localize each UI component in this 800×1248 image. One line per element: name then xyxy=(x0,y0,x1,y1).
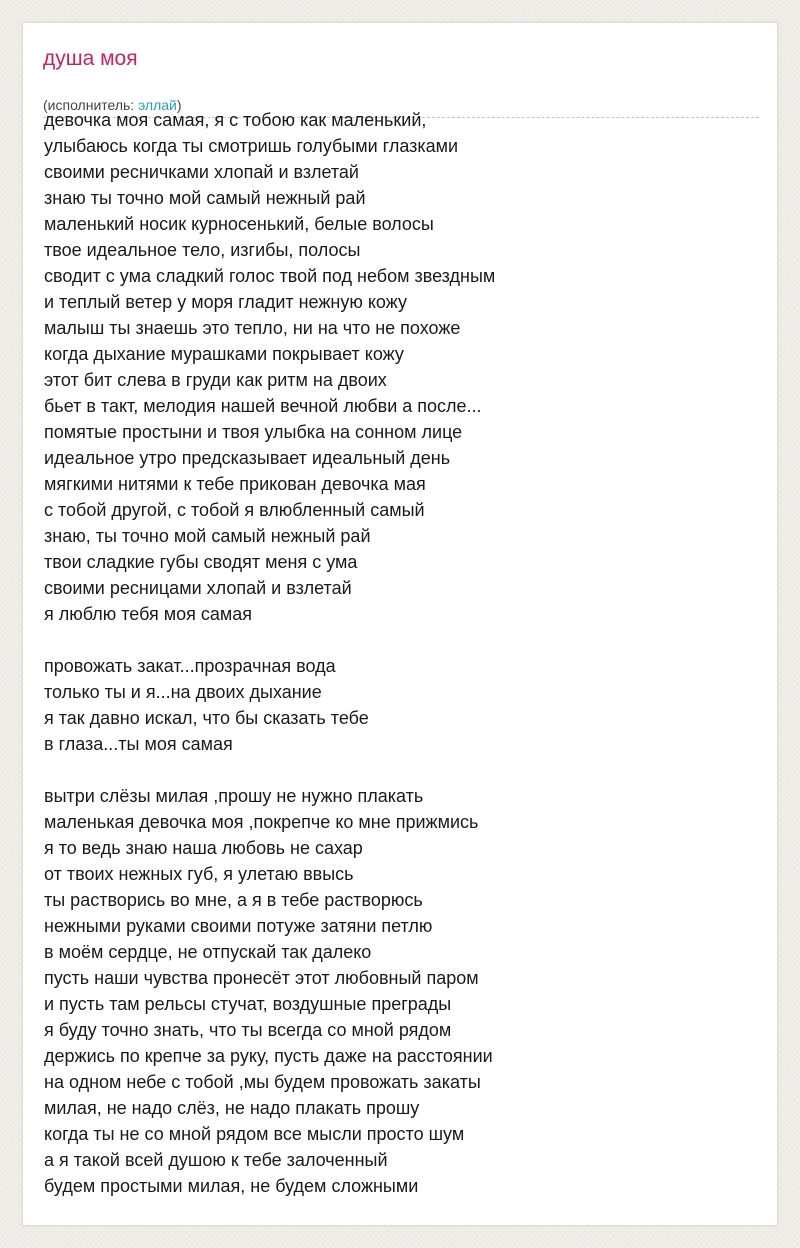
lyric-line: от твоих нежных губ, я улетаю ввысь xyxy=(44,864,354,884)
lyric-line: мягкими нитями к тебе прикован девочка мая xyxy=(44,474,426,494)
lyric-line: помятые простыни и твоя улыбка на сонном лице xyxy=(44,422,463,442)
lyric-line: когда дыхание мурашками покрывает кожу xyxy=(44,344,404,364)
lyric-line: сводит с ума сладкий голос твой под небом звездным xyxy=(44,266,496,286)
lyric-line: идеальное утро предсказывает идеальный день xyxy=(44,448,451,468)
lyric-line: бьет в такт, мелодия нашей вечной любви а после... xyxy=(44,396,482,416)
lyric-line: я люблю тебя моя самая xyxy=(44,604,253,624)
lyric-line: будем простыми милая, не будем сложными xyxy=(44,1176,419,1196)
lyric-line: малыш ты знаешь это тепло, ни на что не похоже xyxy=(44,318,461,338)
lyric-line: и пусть там рельсы стучат, воздушные преграды xyxy=(44,994,452,1014)
lyric-line: своими ресницами хлопай и взлетай xyxy=(44,578,352,598)
lyric-line: своими ресничками хлопай и взлетай xyxy=(44,162,359,182)
lyric-line: маленькая девочка моя ,покрепче ко мне прижмись xyxy=(44,812,479,832)
artist-link[interactable]: эллай xyxy=(138,97,177,113)
lyric-line: вытри слёзы милая ,прошу не нужно плакать xyxy=(44,786,424,806)
lyrics-card xyxy=(22,22,778,1226)
lyric-line: знаю ты точно мой самый нежный рай xyxy=(44,188,366,208)
lyrics-body xyxy=(44,107,760,1199)
lyric-line: этот бит слева в груди как ритм на двоих xyxy=(44,370,387,390)
lyric-line: на одном небе с тобой ,мы будем провожать закаты xyxy=(44,1072,481,1092)
lyric-line: твои сладкие губы сводят меня с ума xyxy=(44,552,358,572)
lyric-line: в глаза...ты моя самая xyxy=(44,734,233,754)
lyric-line: когда ты не со мной рядом все мысли просто шум xyxy=(44,1124,465,1144)
song-title: душа моя xyxy=(43,47,138,70)
stanza-gap xyxy=(44,757,760,783)
lyric-line: твое идеальное тело, изгибы, полосы xyxy=(44,240,361,260)
lyric-line: и теплый ветер у моря гладит нежную кожу xyxy=(44,292,407,312)
lyric-line: держись по крепче за руку, пусть даже на расстоянии xyxy=(44,1046,493,1066)
lyric-line: знаю, ты точно мой самый нежный рай xyxy=(44,526,371,546)
lyric-line: пусть наши чувства пронесёт этот любовный паром xyxy=(44,968,479,988)
artist-suffix: ) xyxy=(176,97,182,113)
lyric-line: а я такой всей душою к тебе залоченный xyxy=(44,1150,388,1170)
lyric-line: в моём сердце, не отпускай так далеко xyxy=(44,942,372,962)
lyric-line: с тобой другой, с тобой я влюбленный самый xyxy=(44,500,425,520)
lyric-line: улыбаюсь когда ты смотришь голубыми глазками xyxy=(44,136,459,156)
lyric-line: милая, не надо слёз, не надо плакать прошу xyxy=(44,1098,420,1118)
lyric-line: маленький носик курносенький, белые волосы xyxy=(44,214,434,234)
lyric-line: я буду точно знать, что ты всегда со мной рядом xyxy=(44,1020,452,1040)
lyric-line: я то ведь знаю наша любовь не сахар xyxy=(44,838,363,858)
lyric-line: ты растворись во мне, а я в тебе растворюсь xyxy=(44,890,423,910)
lyric-line: только ты и я...на двоих дыхание xyxy=(44,682,322,702)
stanza-gap xyxy=(44,627,760,653)
artist-prefix: (исполнитель: xyxy=(43,97,139,113)
lyric-line: я так давно искал, что бы сказать тебе xyxy=(44,708,369,728)
lyric-line: девочка моя самая, я с тобою как маленький, xyxy=(44,110,427,130)
lyric-line: провожать закат...прозрачная вода xyxy=(44,656,336,676)
lyric-line: нежными руками своими потуже затяни петлю xyxy=(44,916,433,936)
